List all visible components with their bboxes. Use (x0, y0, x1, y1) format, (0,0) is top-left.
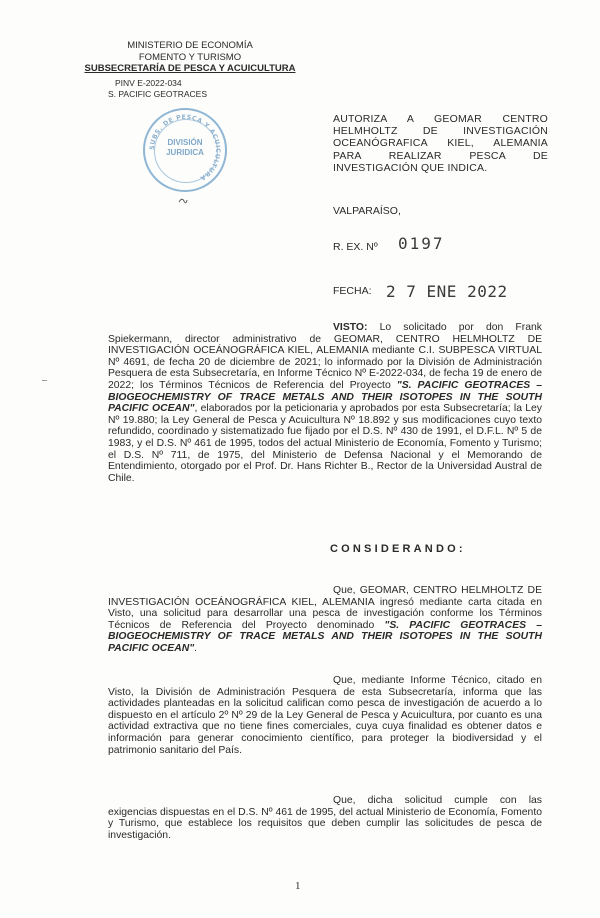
title-line-1: AUTORIZA A GEOMAR CENTRO (333, 113, 548, 125)
fecha-label: FECHA: (333, 285, 372, 297)
c3-text: Que, dicha solicitud cumple con las exigencias dispuestas en el D.S. Nº 461 de 1995, del actual Ministerio de Economía, Fomento y Turismo, que establece los requisitos que deben cumplir las solicitudes de pesca de investigación. (108, 795, 542, 841)
page-number: 1 (295, 880, 301, 892)
considerando-3 (108, 795, 542, 841)
visto-text-2: , elaborados por la peticionaria y aprobados por esta Subsecretaría; la Ley Nº 19.880; la Ley General de Pesca y Acuicultura Nº 18.892 y sus modificaciones cuyo texto refundido, coordinado y sistematizado fue fijado por el D.S. Nº 430 de 1991, el D.F.L. Nº 5 de 1983, y el D.S. Nº 461 de 1995, todos del actual Ministerio de Economía, Fomento y Turismo; el D.S. Nº 711, de 1975, del Ministerio de Defensa Nacional y el Memorando de Entendimiento, otorgado por el Prof. Dr. Hans Richter B., Rector de la Universidad Austral de Chile. (108, 403, 542, 484)
title-line-2: HELMHOLTZ DE INVESTIGACIÓN (333, 125, 548, 138)
stamp-line-2: JURIDICA (166, 148, 204, 157)
pinv-code: PINV E-2022-034 (115, 78, 182, 88)
considerando-1 (108, 585, 542, 655)
letterhead (75, 40, 305, 75)
title-line-3: OCEANÓGRAFICA KIEL, ALEMANIA (333, 137, 548, 150)
place: VALPARAÍSO, (333, 205, 401, 217)
project-short-name: S. PACIFIC GEOTRACES (108, 89, 208, 99)
visto-text-1: Lo solicitado por don Frank Spiekermann, director administrativo de GEOMAR, CENTRO HELMHOLTZ DE INVESTIGACIÓN OCEÁNOGRÁFICA KIEL, ALEMANIA mediante C.I. SUBPESCA VIRTUAL Nº 4691, de fecha 20 de diciembre de 2021; lo informado por la División de Administración Pesquera de esta Subsecretaría, en Informe Técnico Nº E-2022-034, de fecha 19 de enero de 2022; los Términos Técnicos de Referencia del Proyecto (108, 322, 542, 391)
considerando-2 (108, 675, 542, 756)
subsecretaria-name: SUBSECRETARÍA DE PESCA Y ACUICULTURA (84, 63, 296, 75)
rex-number: 0197 (398, 234, 445, 253)
considerando-heading: CONSIDERANDO: (330, 543, 466, 555)
resolution-title (333, 113, 548, 174)
stamp-center-text (145, 138, 225, 158)
c1-text: Que, GEOMAR, CENTRO HELMHOLTZ DE INVESTIGACIÓN OCEÁNOGRÁFICA KIEL, ALEMANIA ingresó mediante carta citada en Visto, una solicitud para desarrollar una pesca de investigación conforme los Términos Técnicos de Referencia del Proyecto denominado (108, 585, 542, 631)
margin-mark (42, 380, 47, 381)
division-juridica-stamp (143, 108, 227, 192)
stamp-line-1: DIVISIÓN (167, 138, 203, 147)
rex-label: R. EX. Nº (333, 241, 378, 253)
visto-label: VISTO: (333, 322, 368, 333)
ministry-name: MINISTERIO DE ECONOMÍA (127, 40, 253, 51)
initials-mark (178, 196, 188, 206)
title-line-4: PARA REALIZAR PESCA DE (333, 149, 548, 162)
c1-project-name: "S. PACIFIC GEOTRACES – BIOGEOCHEMISTRY OF TRACE METALS AND THEIR ISOTOPES IN THE SOUTH PACIFIC OCEAN" (108, 619, 542, 654)
ministry-subname: FOMENTO Y TURISMO (138, 51, 242, 63)
fecha-value: 2 7 ENE 2022 (386, 282, 508, 301)
visto-paragraph (108, 322, 542, 484)
c2-text: Que, mediante Informe Técnico, citado en Visto, la División de Administración Pesquera de esta Subsecretaría, informa que las actividades planteadas en la solicitud califican como pesca de investigación de acuerdo a lo dispuesto en el artículo 2º Nº 29 de la Ley General de Pesca y Acuicultura, por cuanto es una actividad extractiva que no tiene fines comerciales, cuya cuya finalidad es obtener datos e información para generar conocimiento científico, para proteger la biodiversidad y el patrimonio sanitario del País. (108, 675, 542, 756)
visto-project-name: "S. PACIFIC GEOTRACES – BIOGEOCHEMISTRY OF TRACE METALS AND THEIR ISOTOPES IN THE SOUTH PACIFIC OCEAN" (108, 379, 543, 415)
stamp-ring-label: SUBS. DE PESCA Y ACUICULTURA (148, 113, 222, 182)
title-line-5: INVESTIGACIÓN QUE INDICA. (333, 161, 488, 174)
c1-end: . (194, 642, 198, 654)
